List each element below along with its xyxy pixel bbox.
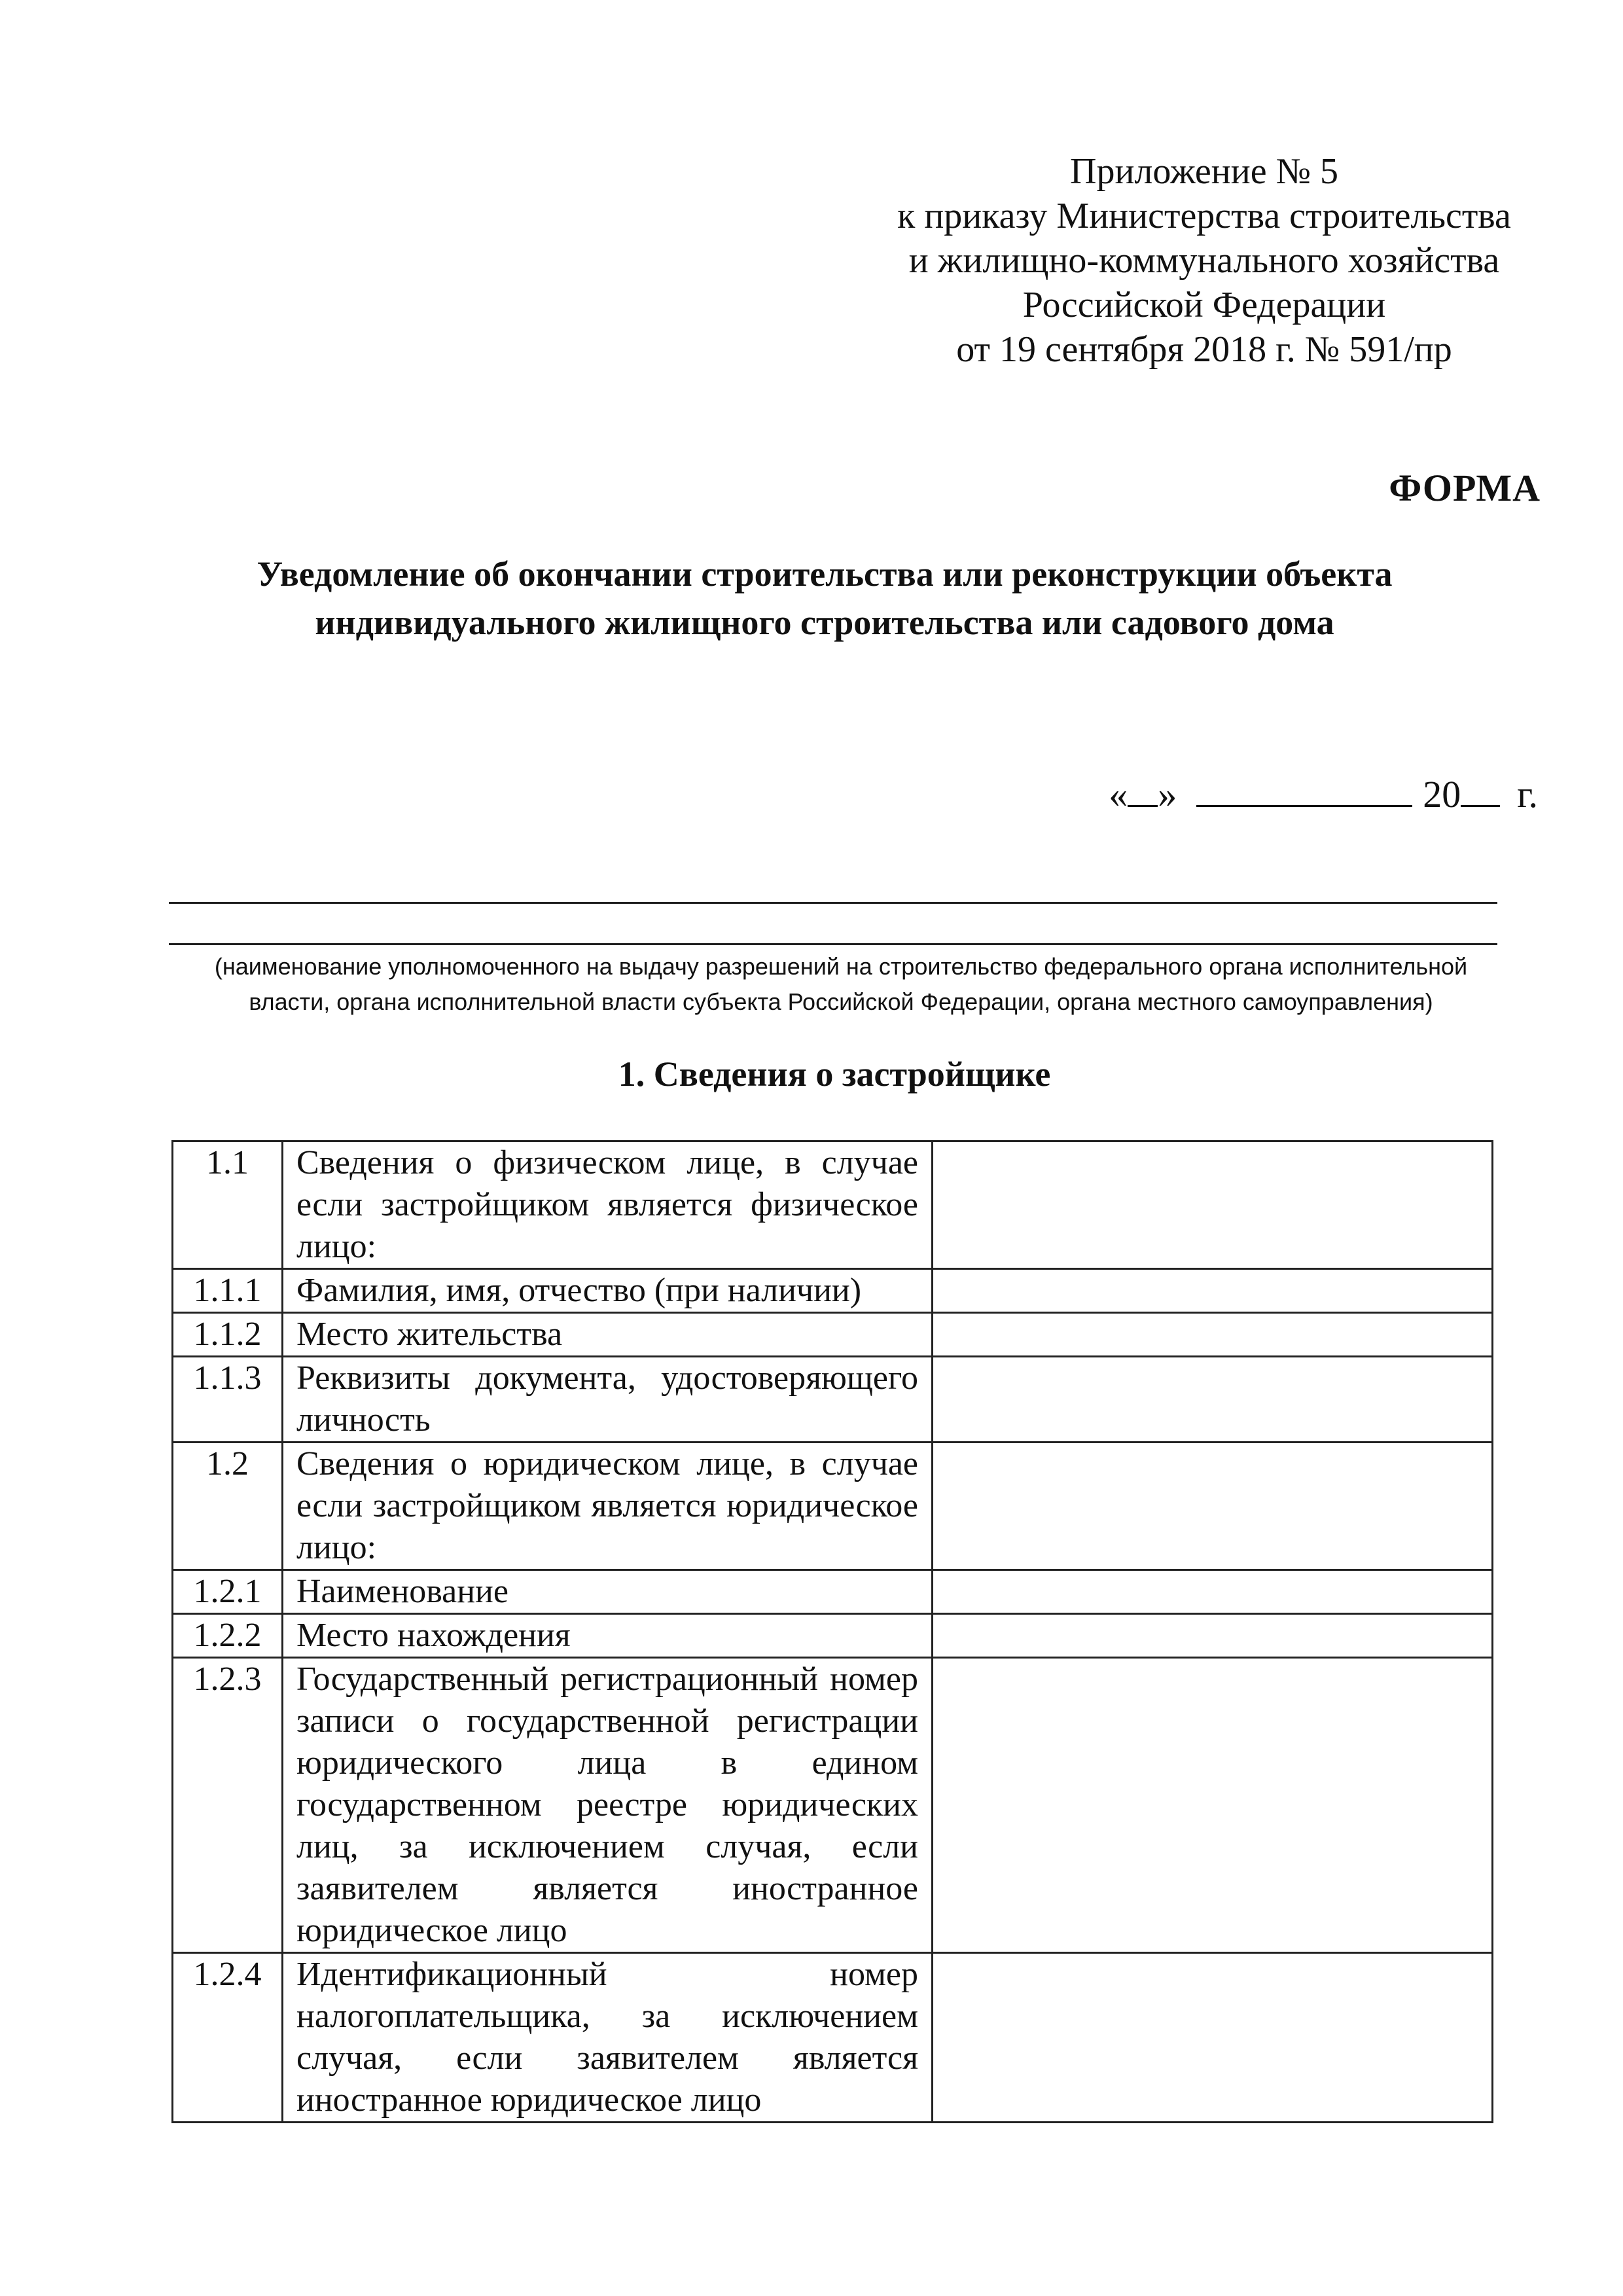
annex-line-3: и жилищно-коммунального хозяйства [908,240,1500,281]
row-number: 1.2 [173,1443,283,1570]
row-value-field[interactable] [933,1658,1493,1953]
row-number: 1.2.2 [173,1614,283,1658]
table-row [173,1658,1493,1953]
table-row [173,1614,1493,1658]
authority-caption-line-2: власти, органа исполнительной власти субъекта Российской Федерации, органа местного самоуправления) [249,988,1433,1015]
authority-caption [177,949,1505,1020]
authority-caption-line-1: (наименование уполномоченного на выдачу разрешений на строительство федерального органа исполнительной [214,953,1468,980]
row-value-field[interactable] [933,1443,1493,1570]
table-row [173,1313,1493,1357]
table-row [173,1570,1493,1614]
annex-line-1: Приложение № 5 [1070,151,1338,192]
row-number: 1.1.3 [173,1357,283,1443]
row-label: Фамилия, имя, отчество (при наличии) [283,1269,933,1313]
annex-line-4: Российской Федерации [1022,285,1386,325]
row-value-field[interactable] [933,1141,1493,1269]
row-label: Государственный регистрационный номер записи о государственной регистрации юридического лица в едином государственном реестре юридических лиц, за исключением случая, если заявителем является иностранное юридическое лицо [283,1658,933,1953]
row-number: 1.2.4 [173,1953,283,2123]
row-number: 1.1.1 [173,1269,283,1313]
year-blank[interactable] [1461,776,1500,807]
table-row [173,1953,1493,2123]
annex-header [851,149,1558,372]
row-label: Место жительства [283,1313,933,1357]
row-number: 1.1 [173,1141,283,1269]
table-row [173,1141,1493,1269]
month-blank[interactable] [1196,776,1412,807]
date-close-quote: » [1158,773,1177,816]
row-number: 1.1.2 [173,1313,283,1357]
date-open-quote: « [1109,773,1128,816]
row-value-field[interactable] [933,1570,1493,1614]
date-field [1109,772,1538,816]
row-number: 1.2.3 [173,1658,283,1953]
annex-line-2: к приказу Министерства строительства [897,196,1511,236]
row-label: Реквизиты документа, удостоверяющего личность [283,1357,933,1443]
day-blank[interactable] [1128,776,1158,807]
table-row [173,1269,1493,1313]
year-suffix: г. [1517,773,1538,816]
developer-info-table [171,1140,1493,2123]
row-value-field[interactable] [933,1313,1493,1357]
row-number: 1.2.1 [173,1570,283,1614]
annex-line-5: от 19 сентября 2018 г. № 591/пр [956,329,1452,370]
form-label: ФОРМА [1389,467,1541,509]
row-value-field[interactable] [933,1614,1493,1658]
table-row [173,1357,1493,1443]
section-1-title: 1. Сведения о застройщике [618,1054,1051,1094]
document-title-line-1: Уведомление об окончании строительства или реконструкции объекта [257,554,1393,594]
year-prefix: 20 [1423,773,1461,816]
row-label: Сведения о физическом лице, в случае если застройщиком является физическое лицо: [283,1141,933,1269]
row-value-field[interactable] [933,1953,1493,2123]
document-title [170,550,1479,647]
row-value-field[interactable] [933,1357,1493,1443]
row-label: Место нахождения [283,1614,933,1658]
row-label: Наименование [283,1570,933,1614]
row-value-field[interactable] [933,1269,1493,1313]
authority-line-1[interactable] [169,902,1497,904]
row-label: Сведения о юридическом лице, в случае если застройщиком является юридическое лицо: [283,1443,933,1570]
authority-line-2[interactable] [169,943,1497,945]
table-row [173,1443,1493,1570]
row-label: Идентификационный номер налогоплательщика, за исключением случая, если заявителем является иностранное юридическое лицо [283,1953,933,2123]
document-title-line-2: индивидуального жилищного строительства или садового дома [315,603,1334,642]
